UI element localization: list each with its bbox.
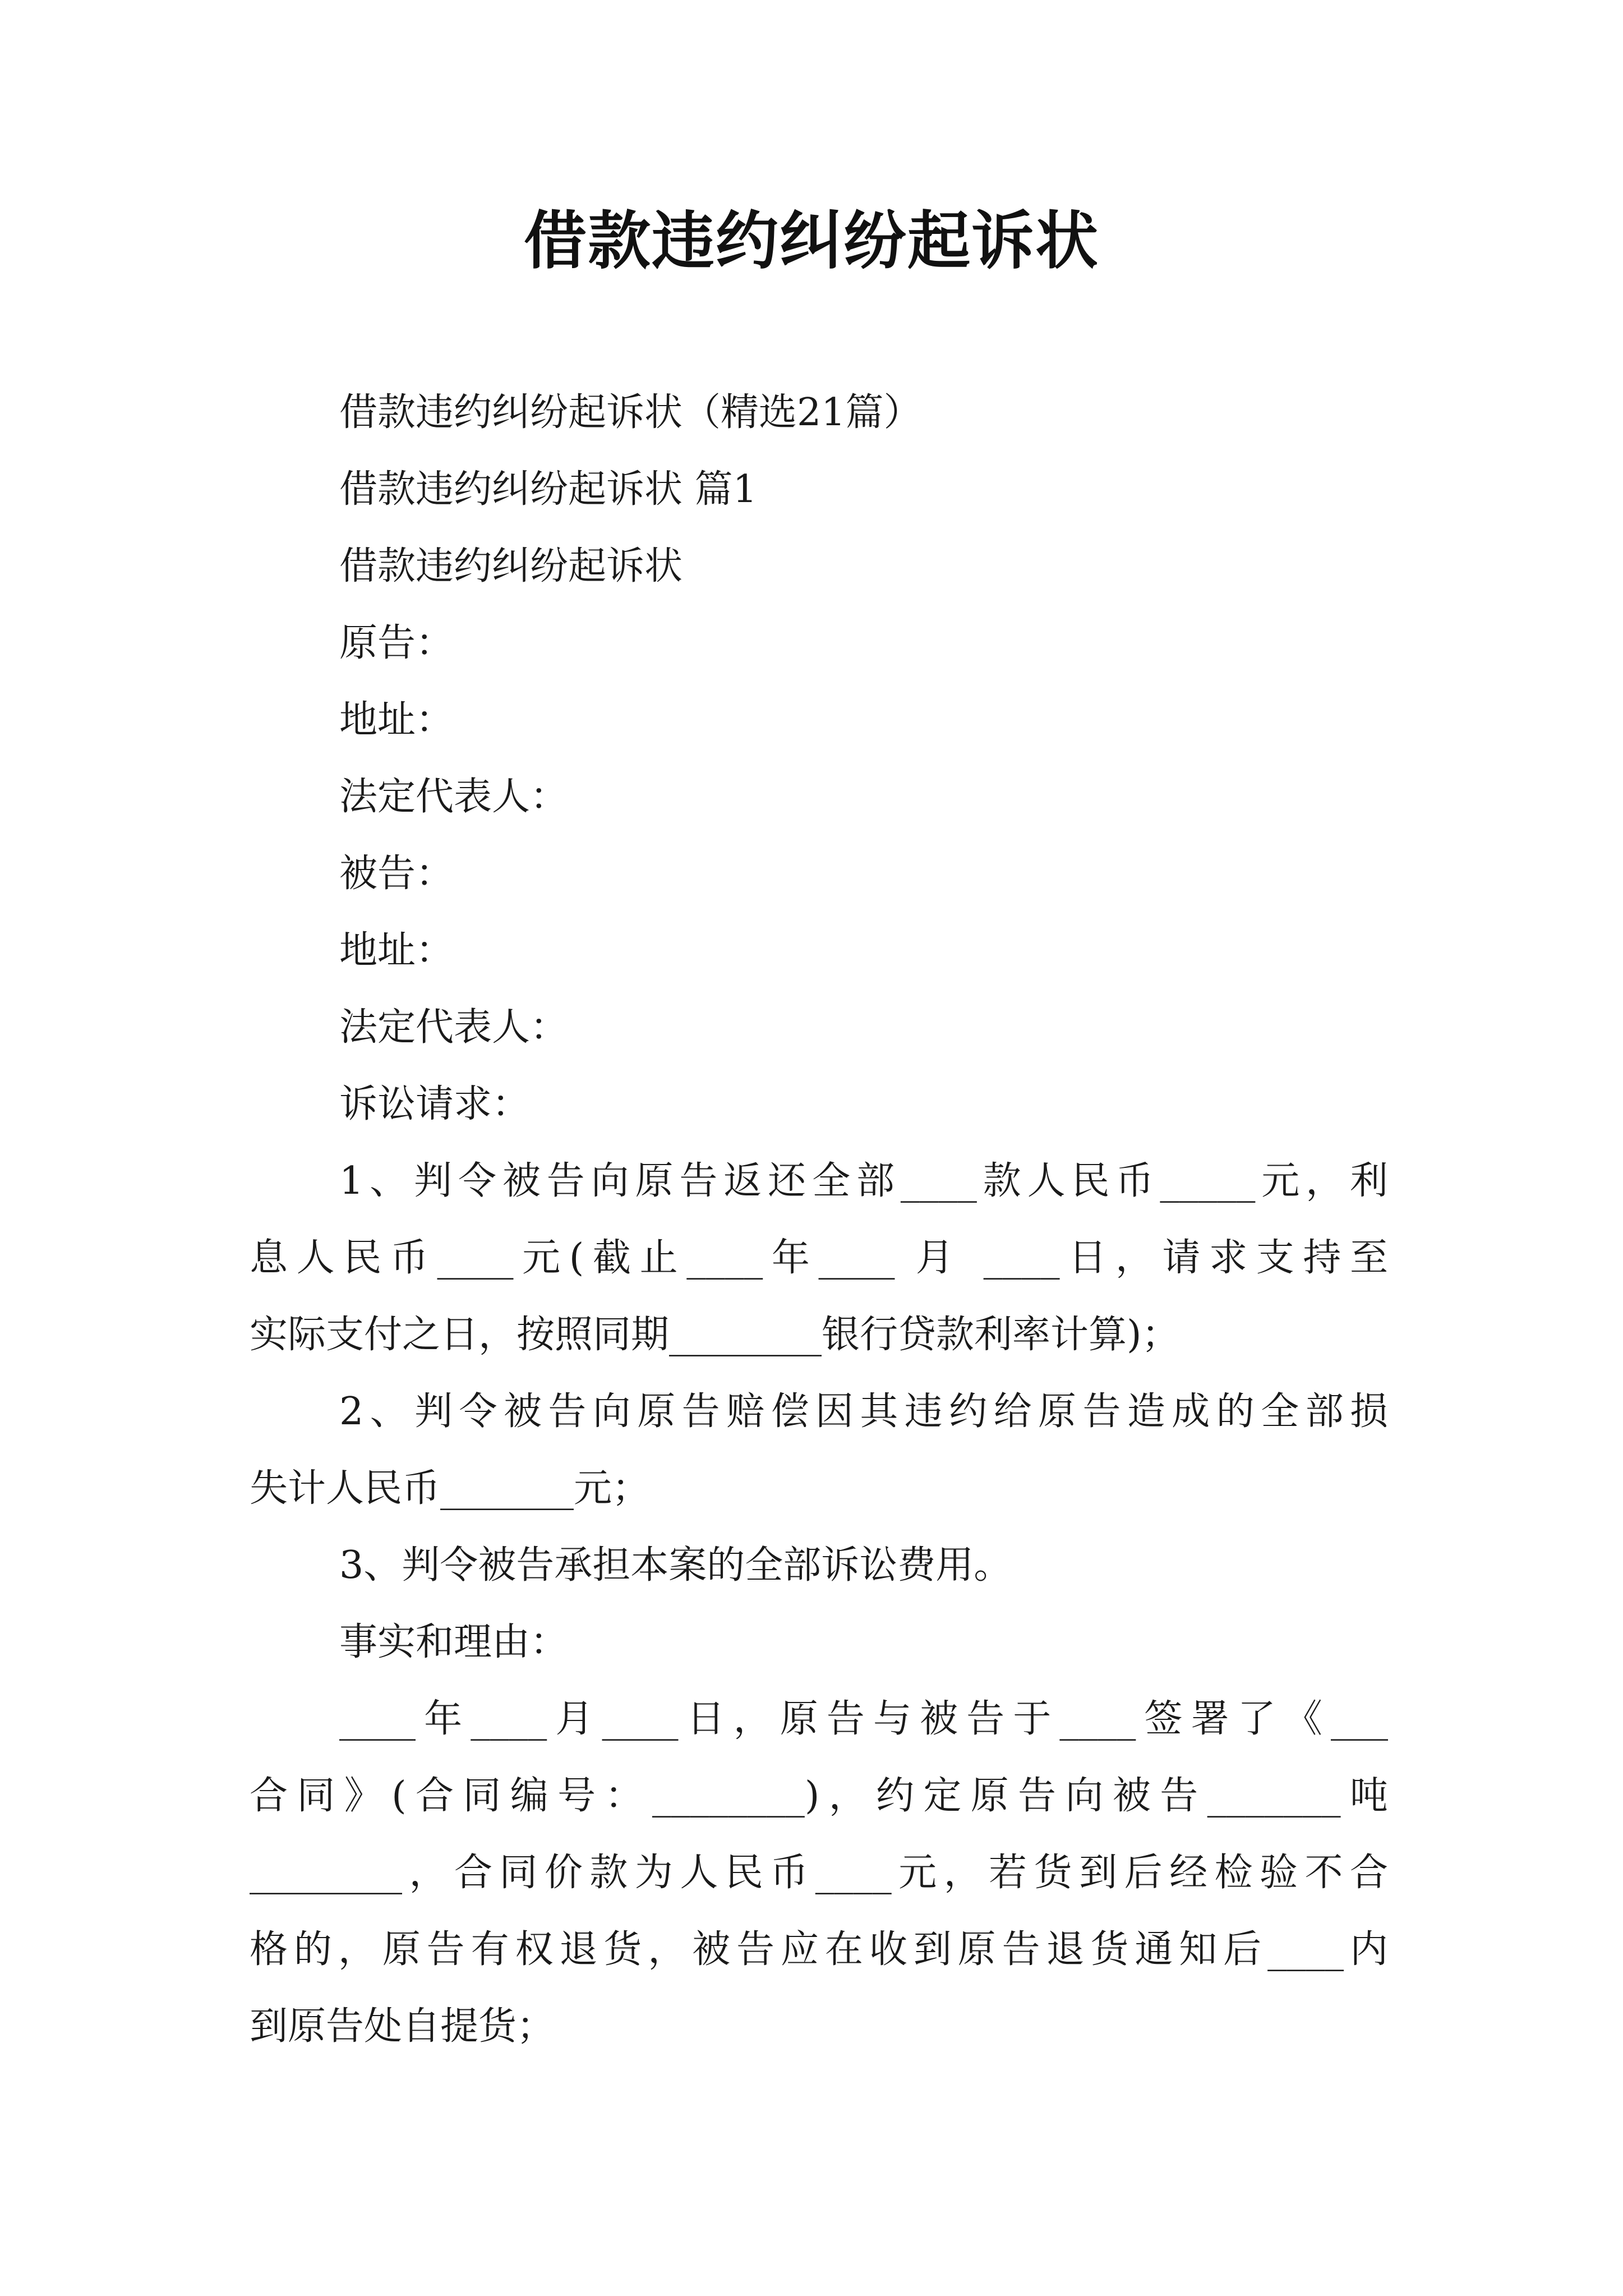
claim-2-line: 2、判令被告向原告赔偿因其违约给原告造成的全部损	[339, 1389, 1388, 1434]
paragraph-line: 借款违约纠纷起诉状	[339, 544, 683, 588]
defendant-representative-label: 法定代表人：	[339, 1005, 569, 1050]
facts-line: 到原告处自提货；	[250, 2004, 555, 2049]
claim-3-line: 3、判令被告承担本案的全部诉讼费用。	[339, 1543, 1012, 1588]
claims-heading: 诉讼请求：	[339, 1082, 531, 1126]
document-body	[250, 374, 1388, 2065]
defendant-label: 被告：	[339, 852, 454, 896]
plaintiff-address-label: 地址：	[339, 698, 454, 742]
claim-1-line: 1、判令被告向原告返还全部____款人民币_____元，利	[339, 1159, 1388, 1203]
plaintiff-representative-label: 法定代表人：	[339, 775, 569, 819]
paragraph-line: 借款违约纠纷起诉状（精选21篇）	[339, 390, 922, 435]
claim-1-line: 息人民币____元(截止____年____ 月 ____日，请求支持至	[250, 1236, 1388, 1280]
defendant-address-label: 地址：	[339, 928, 454, 973]
facts-line: ____年____月____日，原告与被告于____签署了《___	[339, 1697, 1388, 1741]
facts-line: ________，合同价款为人民币____元，若货到后经检验不合	[250, 1851, 1388, 1895]
claim-2-line: 失计人民币_______元；	[250, 1466, 651, 1511]
plaintiff-label: 原告：	[339, 621, 454, 665]
facts-heading: 事实和理由：	[339, 1620, 569, 1664]
facts-line: 格的，原告有权退货，被告应在收到原告退货通知后____内	[250, 1927, 1388, 1972]
claim-1-line: 实际支付之日，按照同期________银行贷款利率计算)；	[250, 1313, 1180, 1357]
document-title: 借款违约纠纷起诉状	[524, 205, 1099, 278]
paragraph-line: 借款违约纠纷起诉状 篇1	[339, 467, 757, 512]
facts-line: 合同》(合同编号：________)，约定原告向被告_______吨	[250, 1774, 1388, 1818]
